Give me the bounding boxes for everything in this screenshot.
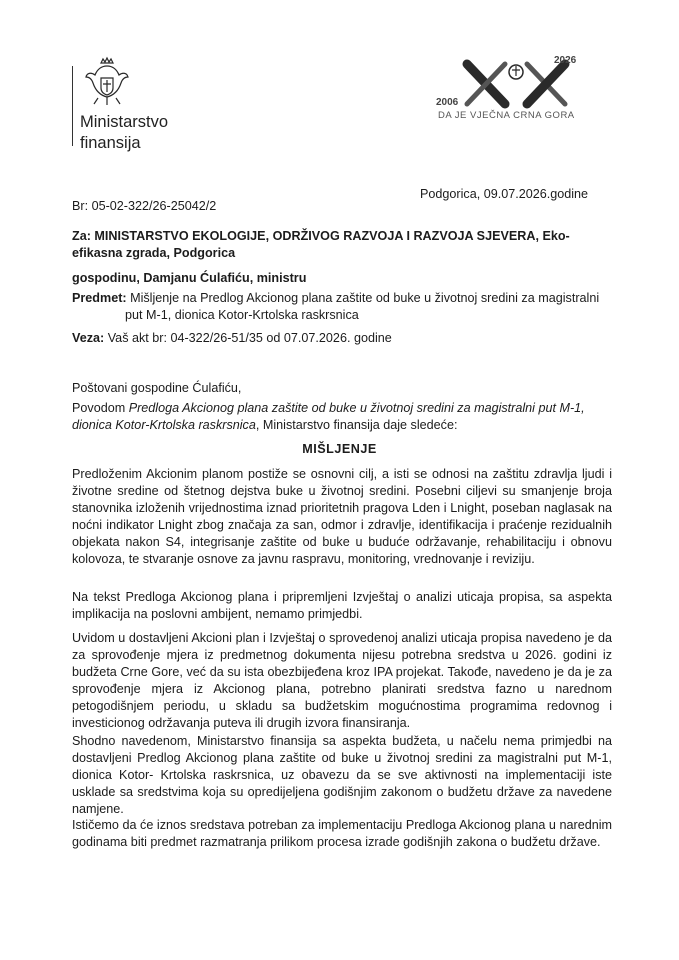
body-paragraph-1: Predloženim Akcionim planom postiže se osnovni cilj, a isti se odnosi na zaštitu zdravlja ljudi i životne sredine od štetnog dejstva buke u životnoj sredini. Posebni ciljevi su smanjenje broja stanovnika izloženih vrijednostima iznad prioritetnih pragova Lden i Lnight, poseban naglasak na noćni indikator Lnight zbog značaja za san, odmor i zdravlje, identifikacija i praćenje rezidualnih objekata nakon S4, integrisanje zaštite od buke u buduće održavanje, rehabilitaciju i obnovu kolovoza, te stvaranje osnove za javnu raspravu, monitoring, vrednovanje i reviziju. [72, 467, 612, 566]
ministry-name-line2: finansija [80, 134, 141, 152]
addressee-line [72, 228, 612, 245]
greeting: Poštovani gospodine Ćulafiću, [72, 381, 242, 395]
recipient: gospodinu, Damjanu Ćulafiću, ministru [72, 271, 307, 285]
place-date: Podgorica, 09.07.2026.godine [420, 187, 589, 201]
intro-prefix: Povodom [72, 401, 129, 415]
logo-year-start: 2006 [436, 97, 459, 108]
opinion-heading: MIŠLJENJE [302, 442, 377, 456]
intro-suffix: , Ministarstvo finansija daje sledeće: [255, 418, 458, 432]
body-paragraph-2: Na tekst Predloga Akcionog plana i pripremljeni Izvještaj o analizi uticaja propisa, sa aspekta implikacija na poslovni ambijent, nemamo primjedbi. [72, 590, 612, 621]
intro-paragraph [72, 400, 612, 434]
ministry-name-line1: Ministarstvo [80, 113, 169, 131]
ministry-name [80, 112, 168, 154]
header-divider-line [72, 66, 73, 146]
reference-number: Br: 05-02-322/26-25042/2 [72, 199, 217, 213]
body-paragraph-5: Ističemo da će iznos sredstava potreban za implementaciju Predloga Akcionog plana u narednim godinama biti predmet razmatranja prilikom procesa izrade godišnjih zakona o budžetu države. [72, 818, 612, 849]
veza-label: Veza: [72, 331, 105, 345]
logo-year-end: 2026 [554, 55, 577, 66]
predmet-line1: Mišljenje na Predlog Akcionog plana zaštite od buke u životnoj sredini za magistralni [130, 291, 600, 305]
reference-line [72, 330, 612, 347]
coat-of-arms-icon [84, 56, 130, 108]
veza-text: Vaš akt br: 04-322/26-51/35 od 07.07.2026. godine [107, 331, 392, 345]
subject-line [72, 290, 612, 307]
intro-italic: Predloga Akcionog plana zaštite od buke u životnoj sredini za magistralni put M-1, dionica Kotor-Krtolska raskrsnica [72, 401, 585, 432]
predmet-line2: put M-1, dionica Kotor-Krtolska raskrsnica [125, 308, 359, 322]
za-text-line2: efikasna zgrada, Podgorica [72, 246, 236, 260]
za-label: Za: [72, 229, 91, 243]
za-text-line1: MINISTARSTVO EKOLOGIJE, ODRŽIVOG RAZVOJA I RAZVOJA SJEVERA, Eko- [94, 229, 570, 243]
logo-motto: DA JE VJEČNA CRNA GORA [438, 110, 575, 121]
predmet-label: Predmet: [72, 291, 127, 305]
body-paragraph-3: Uvidom u dostavljeni Akcioni plan i Izvještaj o sprovedenoj analizi uticaja propisa navedeno je da za sprovođenje mjera iz predmetnog dokumenta nijesu potrebna sredstva u 2026. godini iz budžeta Crne Gore, već da su ista obezbijeđena kroz IPA projekat. Takođe, navedeno je da je za sprovođenje mjera iz Akcionog plana, potrebno planirati sredstva fazno u narednom petogodišnjem periodu, u skladu sa budžetskim mogućnostima programima redovnog i investicionog održavanja puteva ili drugih izvora finansiranja. [72, 631, 612, 730]
body-paragraph-4: Shodno navedenom, Ministarstvo finansija sa aspekta budžeta, u načelu nema primjedbi na dostavljeni Predlog Akcionog plana zaštite od buke u životnoj sredini za magistralni put M-1, dionica Kotor- Krtolska raskrsnica, uz obavezu da se sve aktivnosti na implementaciji iste uskladе sa sredstvima koja su opredijeljena godišnjim zakonom o budžetu države za navedene namjene. [72, 734, 612, 816]
addressee-block [72, 228, 612, 347]
